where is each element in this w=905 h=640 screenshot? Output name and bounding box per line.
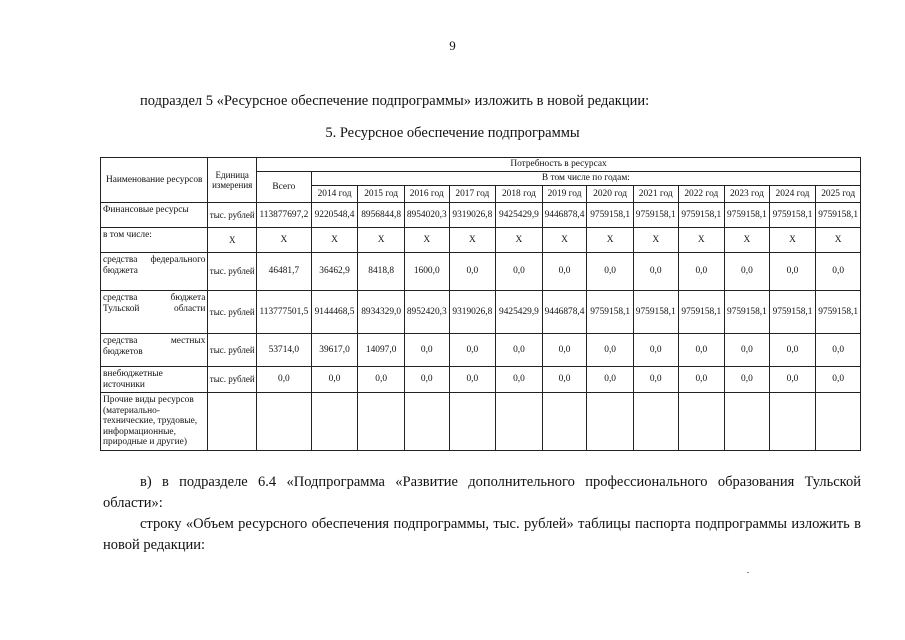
total-cell: X [257,228,312,253]
table-body [101,203,861,451]
year-value-cell [587,393,634,451]
resource-table [100,157,861,451]
year-value-cell [542,393,587,451]
resource-name-cell: Прочие виды ресурсов (материально-технические, трудовые, информационные, природные и другие) [101,393,208,451]
header-need: Потребность в ресурсах [257,158,861,172]
year-value-cell [404,393,449,451]
year-value-cell: 9319026,8 [449,203,496,228]
year-value-cell: X [769,228,816,253]
year-value-cell: X [725,228,770,253]
year-value-cell: 9446878,4 [542,291,587,334]
year-value-cell: 0,0 [725,367,770,393]
year-value-cell: X [542,228,587,253]
section-title: 5. Ресурсное обеспечение подпрограммы [325,125,580,141]
year-value-cell: X [816,228,861,253]
table-row [101,228,861,253]
year-value-cell: 0,0 [725,253,770,291]
year-value-cell: 9759158,1 [678,291,725,334]
table-row [101,291,861,334]
year-value-cell: 9759158,1 [816,203,861,228]
year-value-cell: 0,0 [496,334,543,367]
year-value-cell: 9220548,4 [311,203,358,228]
paragraph-resource-line: строку «Объем ресурсного обеспечения подпрограммы, тыс. рублей» таблицы паспорта подпрограммы изложить в новой редакции: [103,516,861,553]
header-resource-name: Наименование ресурсов [101,158,208,203]
year-value-cell: 0,0 [678,367,725,393]
year-value-cell: 0,0 [769,253,816,291]
year-value-cell: X [358,228,405,253]
unit-cell: тыс. рублей [208,367,257,393]
unit-cell: тыс. рублей [208,291,257,334]
year-value-cell: 0,0 [725,334,770,367]
table-row [101,253,861,291]
header-unit: Единица измерения [208,158,257,203]
header-year: 2017 год [449,186,496,203]
year-value-cell: 0,0 [587,334,634,367]
year-value-cell: 0,0 [449,334,496,367]
year-value-cell: 1600,0 [404,253,449,291]
year-value-cell: 39617,0 [311,334,358,367]
year-value-cell: 8956844,8 [358,203,405,228]
year-value-cell: 14097,0 [358,334,405,367]
total-cell: 113877697,2 [257,203,312,228]
year-value-cell: X [404,228,449,253]
year-value-cell: 8418,8 [358,253,405,291]
header-year: 2025 год [816,186,861,203]
year-value-cell: 9759158,1 [725,203,770,228]
year-value-cell: 0,0 [633,367,678,393]
header-year: 2019 год [542,186,587,203]
header-year: 2024 год [769,186,816,203]
header-year: 2022 год [678,186,725,203]
year-value-cell: 9446878,4 [542,203,587,228]
year-value-cell: 0,0 [449,367,496,393]
header-year: 2014 год [311,186,358,203]
year-value-cell: 9425429,9 [496,291,543,334]
year-value-cell [816,393,861,451]
year-value-cell: 9759158,1 [678,203,725,228]
header-year: 2016 год [404,186,449,203]
year-value-cell: 0,0 [449,253,496,291]
year-value-cell [311,393,358,451]
header-year: 2021 год [633,186,678,203]
year-value-cell: X [311,228,358,253]
year-value-cell: 0,0 [587,253,634,291]
header-total: Всего [257,172,312,203]
resource-name-cell: средства бюджета Тульской области [101,291,208,334]
year-value-cell: 0,0 [542,334,587,367]
year-value-cell: 8954020,3 [404,203,449,228]
year-value-cell: 0,0 [542,253,587,291]
year-value-cell: 0,0 [633,334,678,367]
year-value-cell [769,393,816,451]
year-value-cell: 0,0 [816,334,861,367]
year-value-cell: X [496,228,543,253]
resource-name-cell: в том числе: [101,228,208,253]
year-value-cell: 0,0 [587,367,634,393]
year-value-cell: 9759158,1 [816,291,861,334]
resource-name-cell: Финансовые ресурсы [101,203,208,228]
header-year: 2020 год [587,186,634,203]
year-value-cell: 8934329,0 [358,291,405,334]
table-row [101,367,861,393]
year-value-cell: 0,0 [769,334,816,367]
year-value-cell: 0,0 [404,334,449,367]
total-cell: 53714,0 [257,334,312,367]
table-row [101,334,861,367]
year-value-cell: 0,0 [678,334,725,367]
year-value-cell: 0,0 [678,253,725,291]
page-number: 9 [449,38,456,53]
year-value-cell: 9759158,1 [725,291,770,334]
header-year: 2023 год [725,186,770,203]
year-value-cell: X [587,228,634,253]
year-value-cell: 9759158,1 [587,291,634,334]
year-value-cell: X [449,228,496,253]
year-value-cell: 0,0 [311,367,358,393]
year-value-cell: 9759158,1 [633,291,678,334]
year-value-cell [449,393,496,451]
unit-cell: тыс. рублей [208,203,257,228]
unit-cell: тыс. рублей [208,253,257,291]
year-value-cell [633,393,678,451]
total-cell: 46481,7 [257,253,312,291]
scan-speck [747,572,749,573]
year-value-cell [725,393,770,451]
year-value-cell: 9425429,9 [496,203,543,228]
intro-text: подраздел 5 «Ресурсное обеспечение подпрограммы» изложить в новой редакции: [140,93,650,109]
year-value-cell: 9759158,1 [769,203,816,228]
unit-cell [208,393,257,451]
year-value-cell: 0,0 [496,367,543,393]
year-value-cell: 0,0 [404,367,449,393]
resource-name-cell: средства местных бюджетов [101,334,208,367]
year-value-cell: 9759158,1 [769,291,816,334]
year-value-cell: 0,0 [358,367,405,393]
year-value-cell: 0,0 [816,367,861,393]
total-cell [257,393,312,451]
year-value-cell: 0,0 [542,367,587,393]
year-value-cell: 0,0 [816,253,861,291]
year-value-cell [358,393,405,451]
year-value-cell: 0,0 [496,253,543,291]
year-value-cell: 8952420,3 [404,291,449,334]
table-row [101,393,861,451]
total-cell: 0,0 [257,367,312,393]
year-value-cell: 0,0 [633,253,678,291]
year-value-cell: 36462,9 [311,253,358,291]
unit-cell: X [208,228,257,253]
year-value-cell [496,393,543,451]
year-value-cell: 9144468,5 [311,291,358,334]
total-cell: 113777501,5 [257,291,312,334]
resource-name-cell: средства федерального бюджета [101,253,208,291]
header-year: 2018 год [496,186,543,203]
table-row [101,203,861,228]
year-value-cell: 9759158,1 [587,203,634,228]
year-value-cell: X [678,228,725,253]
paragraph-subsection-6-4: в) в подразделе 6.4 «Подпрограмма «Развитие дополнительного профессионального образования Тульской области»: [103,474,861,511]
header-by-years: В том числе по годам: [311,172,860,186]
year-value-cell: 0,0 [769,367,816,393]
year-value-cell [678,393,725,451]
header-year: 2015 год [358,186,405,203]
unit-cell: тыс. рублей [208,334,257,367]
year-value-cell: X [633,228,678,253]
year-value-cell: 9759158,1 [633,203,678,228]
year-value-cell: 9319026,8 [449,291,496,334]
resource-name-cell: внебюджетные источники [101,367,208,393]
